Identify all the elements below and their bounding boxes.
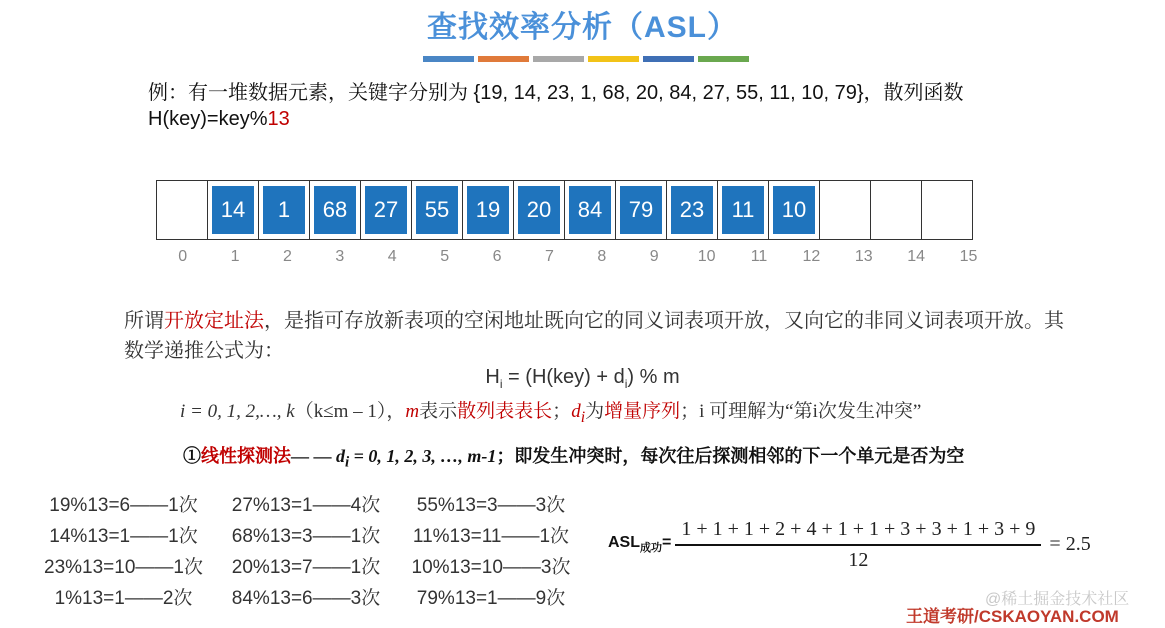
probe-entry: 14%13=1——1次	[49, 526, 198, 547]
hash-table-cell	[819, 180, 871, 240]
hash-table-value: 55	[416, 186, 458, 234]
hash-table-index: 9	[649, 248, 659, 265]
title-color-bars	[423, 56, 749, 62]
probe-entry: 11%13=11——1次	[412, 526, 570, 547]
linear-desc: ；即发生冲突时，每次往后探测相邻的下一个单元是否为空	[496, 446, 965, 466]
formula-m: m	[405, 401, 420, 422]
hash-table-index: 14	[907, 248, 926, 265]
hash-table-index: 4	[387, 248, 397, 265]
asl-label-text: ASL	[608, 534, 640, 552]
formula-text-f: ；i 可理解为“第i次发生冲突”	[680, 401, 922, 422]
hash-table-index: 3	[335, 248, 345, 265]
asl-result: = 2.5	[1049, 533, 1091, 556]
linear-dash: — —	[291, 446, 336, 466]
probe-entry: 55%13=3——3次	[416, 495, 566, 516]
example-line-1: 例：有一堆数据元素，关键字分别为 {19, 14, 23, 1, 68, 20, 84, 27, 55, 11, 10, 79}，散列函数	[148, 82, 964, 104]
hash-table-index: 6	[492, 248, 502, 265]
hash-table-value: 68	[314, 186, 356, 234]
title-color-bar	[423, 56, 474, 62]
probe-entry: 10%13=10——3次	[411, 557, 571, 578]
example-text	[148, 80, 1048, 132]
title-color-bar	[588, 56, 639, 62]
hash-table-index: 1	[230, 248, 240, 265]
formula-mid-sub: i	[624, 377, 628, 391]
linear-seq-rest: = 0, 1, 2, 3, …, m-1	[349, 446, 497, 466]
hash-table-value: 20	[518, 186, 560, 234]
formula-mid: = (H(key) + d	[502, 366, 625, 388]
hash-table-index: 15	[959, 248, 978, 265]
hash-table-cell	[462, 180, 514, 240]
hash-table-cell	[207, 180, 259, 240]
hash-table-cell	[564, 180, 616, 240]
linear-marker: ①	[183, 446, 201, 466]
probe-entry: 84%13=6——3次	[231, 588, 381, 609]
hash-table-value: 19	[467, 186, 509, 234]
example-line-2	[148, 106, 1048, 132]
asl-label	[608, 534, 671, 555]
hash-table-cell	[870, 180, 922, 240]
hash-function-text: H(key)=key%	[148, 108, 268, 130]
probe-entry: 23%13=10——1次	[44, 557, 203, 578]
page-title: 查找效率分析（ASL）	[427, 11, 738, 44]
hash-table-index: 5	[440, 248, 450, 265]
title-color-bar	[533, 56, 584, 62]
hash-table-index: 8	[597, 248, 607, 265]
probe-entry: 68%13=3——1次	[231, 526, 381, 547]
formula-text-e: 为	[585, 401, 605, 422]
linear-seq: d	[336, 446, 345, 466]
asl-formula	[608, 518, 1091, 572]
hash-table-value: 11	[722, 186, 764, 234]
hash-table-value: 27	[365, 186, 407, 234]
hash-table-cell	[666, 180, 718, 240]
formula-rhs: ) % m	[627, 366, 680, 388]
hash-modulus: 13	[267, 108, 290, 130]
hash-table-index: 13	[854, 248, 873, 265]
linear-probing-term: 线性探测法	[201, 446, 291, 466]
asl-eq: =	[662, 534, 672, 552]
asl-label-sub: 成功	[640, 542, 662, 555]
increment-sequence-term: 增量序列	[604, 401, 681, 422]
title-color-bar	[643, 56, 694, 62]
hash-table-cell	[513, 180, 565, 240]
probe-entry: 19%13=6——1次	[49, 495, 198, 516]
formula-text-d: ；	[552, 401, 572, 422]
hash-table-cell	[411, 180, 463, 240]
open-addressing-paragraph	[124, 306, 1064, 366]
hash-table-cell	[615, 180, 667, 240]
hash-table-value: 23	[671, 186, 713, 234]
probe-entry: 20%13=7——1次	[231, 557, 381, 578]
formula-k-range: （k≤m – 1），	[294, 401, 406, 422]
title-color-bar	[478, 56, 529, 62]
hash-table-cell	[258, 180, 310, 240]
para-suffix: ，是指可存放新表项的空闲地址既向它的同义词表项开放，又向它的非同义词表项开放。其数学递推公式为：	[124, 310, 1064, 362]
hash-table-cell	[717, 180, 769, 240]
formula-di-sub: i	[580, 408, 586, 426]
hash-table-index: 0	[178, 248, 188, 265]
hash-table-index: 12	[802, 248, 821, 265]
brand-footer: 王道考研/CSKAOYAN.COM	[906, 607, 1119, 626]
hash-table	[157, 180, 973, 240]
formula-lhs-sub: i	[499, 377, 503, 391]
asl-fraction	[675, 518, 1041, 572]
formula-lhs: H	[485, 366, 500, 388]
para-prefix: 所谓	[124, 310, 164, 332]
hash-table-cell	[156, 180, 208, 240]
hash-table-indices	[157, 248, 995, 266]
probe-entry: 79%13=1——9次	[416, 588, 566, 609]
hash-table-cell	[309, 180, 361, 240]
hash-table-value: 1	[263, 186, 305, 234]
probe-count-grid	[36, 492, 581, 612]
linear-seq-sub: i	[345, 454, 350, 471]
linear-probing-heading	[183, 442, 1083, 472]
title-color-bar	[698, 56, 749, 62]
formula-text-c: 表示	[419, 401, 458, 422]
hash-table-cell	[360, 180, 412, 240]
hash-table-value: 14	[212, 186, 254, 234]
table-length-term: 散列表表长	[457, 401, 553, 422]
watermark: @稀土掘金技术社区	[985, 591, 1130, 608]
hash-table-cell	[768, 180, 820, 240]
probe-entry: 1%13=1——2次	[54, 588, 193, 609]
formula-di: d	[571, 401, 581, 422]
hash-table-value: 10	[773, 186, 815, 234]
hash-table-cell	[921, 180, 973, 240]
hash-table-value: 79	[620, 186, 662, 234]
hash-table-index: 7	[544, 248, 554, 265]
open-addressing-term: 开放定址法	[164, 310, 264, 332]
hash-table-index: 10	[697, 248, 716, 265]
recurrence-formula	[0, 366, 1165, 391]
formula-i-range: i = 0, 1, 2,…, k	[180, 401, 295, 422]
probe-entry: 27%13=1——4次	[231, 495, 381, 516]
hash-table-index: 2	[283, 248, 292, 265]
formula-explanation	[180, 396, 1080, 427]
hash-table-index: 11	[750, 248, 768, 265]
asl-numerator: 1 + 1 + 1 + 2 + 4 + 1 + 1 + 3 + 3 + 1 + 3 + 9	[681, 518, 1036, 540]
hash-table-value: 84	[569, 186, 611, 234]
asl-denominator: 12	[848, 548, 869, 571]
